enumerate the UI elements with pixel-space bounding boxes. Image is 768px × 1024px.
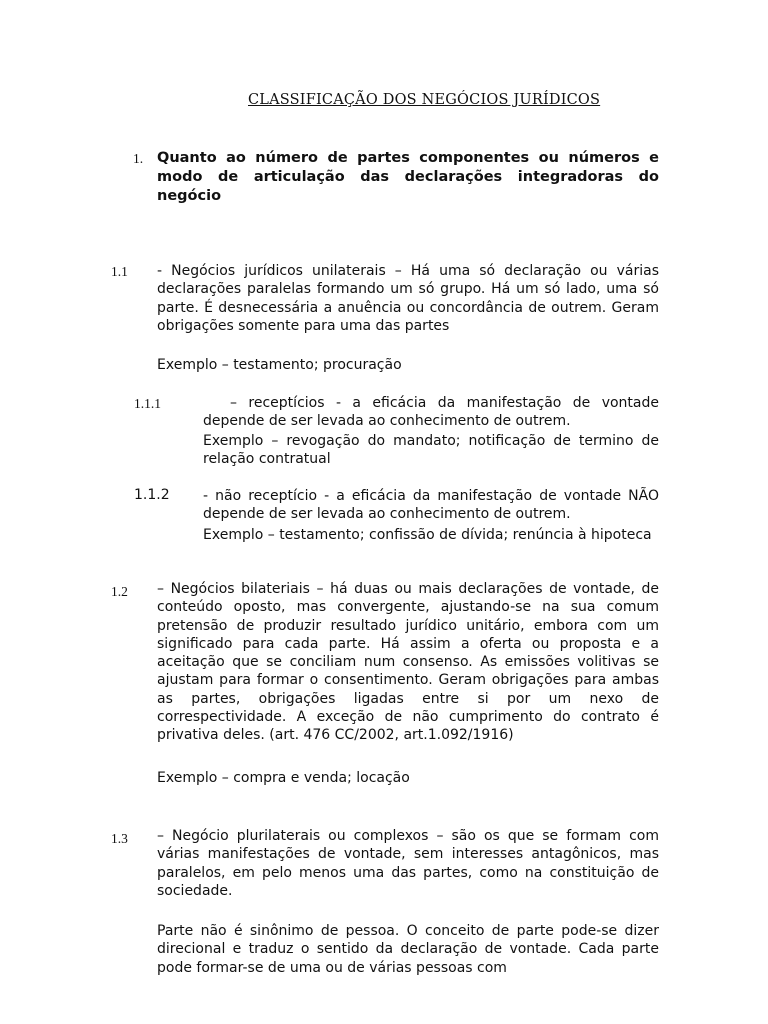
section-1-1-example: Exemplo – testamento; procuração [157, 357, 402, 373]
section-1-3-number: 1.3 [111, 831, 128, 846]
section-1-1-number: 1.1 [111, 264, 128, 279]
section-1-number: 1. [133, 151, 144, 166]
section-1-3-note: Parte não é sinônimo de pessoa. O conceito de parte pode-se dizer direcional e traduz o sentido da declaração de vontade. Cada parte pode formar-se de uma ou de várias pessoas com [157, 923, 659, 976]
section-1-2-text: – Negócios bilateriais – há duas ou mais declarações de vontade, de conteúdo oposto, mas convergente, ajustando-se na sua comum pretensão de produzir resultado jurídico unitário, embora com um significado para cada parte. Há assim a oferta ou proposta e a aceitação que se conciliam num consenso. As emissões volitivas se ajustam para formar o consentimento. Geram obrigações para ambas as partes, obrigações ligadas entre si por um nexo de correspectividade. A exceção de não cumprimento do contrato é privativa deles. (art. 476 CC/2002, art.1.092/1916) [157, 581, 659, 744]
section-1-1-1-text: – receptícios - a eficácia da manifestação de vontade depende de ser levada ao conhecimento de outrem. [203, 395, 659, 430]
document-title: CLASSIFICAÇÃO DOS NEGÓCIOS JURÍDICOS [248, 92, 601, 108]
section-1-3-text: – Negócio plurilaterais ou complexos – são os que se formam com várias manifestações de vontade, sem interesses antagônicos, mas paralelos, em pelo menos uma das partes, como na constituição de sociedade. [157, 828, 659, 899]
section-1-2-example: Exemplo – compra e venda; locação [157, 770, 410, 786]
section-1-heading: Quanto ao número de partes componentes ou números e modo de articulação das declarações integradoras do negócio [157, 150, 659, 204]
section-1-1-2-number: 1.1.2 [134, 487, 170, 503]
section-1-1-1-example: Exemplo – revogação do mandato; notificação de termino de relação contratual [203, 433, 659, 468]
section-1-1-2-example: Exemplo – testamento; confissão de dívida; renúncia à hipoteca [203, 527, 652, 543]
section-1-1-1-number: 1.1.1 [134, 396, 161, 411]
section-1-2-number: 1.2 [111, 584, 128, 599]
section-1-1-text: - Negócios jurídicos unilaterais – Há uma só declaração ou várias declarações paralelas formando um só grupo. Há um só lado, uma só parte. É desnecessária a anuência ou concordância de outrem. Geram obrigações somente para uma das partes [157, 263, 659, 334]
section-1-1-2-text: - não receptício - a eficácia da manifestação de vontade NÃO depende de ser levada ao conhecimento de outrem. [203, 488, 659, 523]
